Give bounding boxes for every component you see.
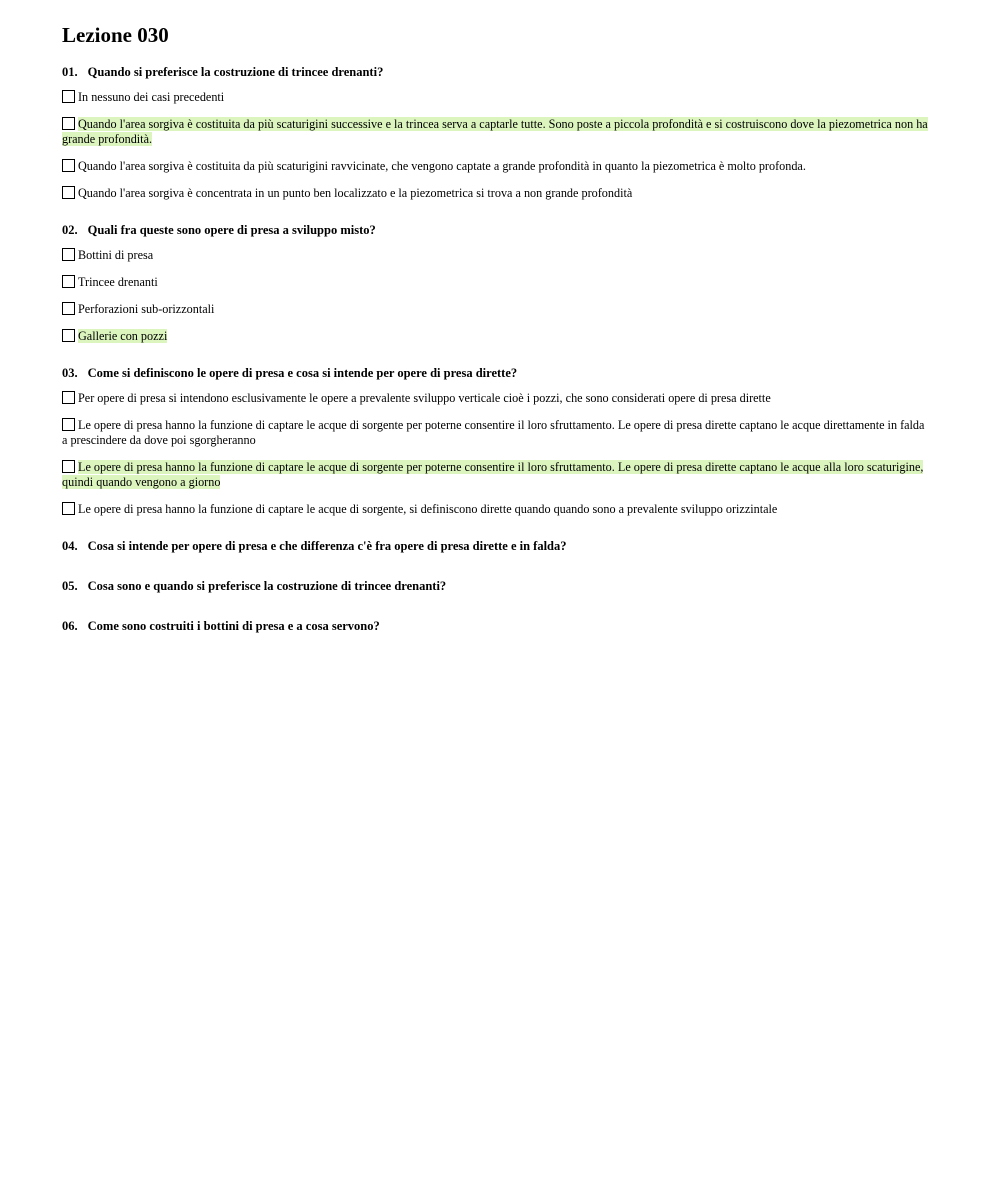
answer-options (62, 248, 932, 344)
answer-option-correct (62, 117, 932, 147)
question-02 (62, 222, 932, 344)
answer-checkbox[interactable] (62, 391, 75, 404)
question-heading (62, 538, 932, 554)
answer-option-correct (62, 460, 932, 490)
answer-option (62, 302, 932, 317)
question-text: Cosa si intende per opere di presa e che differenza c'è fra opere di presa dirette e in falda? (87, 539, 567, 553)
answer-checkbox[interactable] (62, 248, 75, 261)
answer-option-correct (62, 329, 932, 344)
question-number: 04. (62, 539, 78, 553)
question-text: Quando si preferisce la costruzione di trincee drenanti? (87, 65, 384, 79)
answer-checkbox[interactable] (62, 275, 75, 288)
question-heading (62, 578, 932, 594)
answer-option (62, 90, 932, 105)
answer-options (62, 90, 932, 201)
question-number: 02. (62, 223, 78, 237)
question-text: Come sono costruiti i bottini di presa e a cosa servono? (87, 619, 380, 633)
page-title: Lezione 030 (62, 23, 169, 47)
answer-text: Quando l'area sorgiva è costituita da più scaturigini ravvicinate, che vengono captate a grande profondità in quanto la piezometrica è molto profonda. (78, 159, 806, 173)
question-text: Cosa sono e quando si preferisce la costruzione di trincee drenanti? (87, 579, 447, 593)
question-05 (62, 578, 932, 594)
question-number: 03. (62, 366, 78, 380)
answer-option (62, 275, 932, 290)
answer-option (62, 248, 932, 263)
question-heading (62, 222, 932, 238)
answer-option (62, 159, 932, 174)
answer-text-highlighted: Le opere di presa hanno la funzione di captare le acque di sorgente per poterne consentire il loro sfruttamento. Le opere di presa dirette captano le acque alla loro scaturigine, quindi quando vengono a giorno (62, 460, 924, 489)
answer-checkbox[interactable] (62, 329, 75, 342)
question-heading (62, 365, 932, 381)
question-text: Quali fra queste sono opere di presa a sviluppo misto? (87, 223, 376, 237)
question-01 (62, 64, 932, 201)
question-heading (62, 64, 932, 80)
question-03 (62, 365, 932, 517)
answer-options (62, 391, 932, 517)
document-page (62, 22, 932, 658)
answer-checkbox[interactable] (62, 117, 75, 130)
answer-checkbox[interactable] (62, 418, 75, 431)
answer-text: Perforazioni sub-orizzontali (78, 302, 215, 316)
answer-checkbox[interactable] (62, 502, 75, 515)
answer-text: Le opere di presa hanno la funzione di captare le acque di sorgente, si definiscono dirette quando quando sono a prevalente sviluppo orizzintale (78, 502, 778, 516)
answer-text: Per opere di presa si intendono esclusivamente le opere a prevalente sviluppo verticale cioè i pozzi, che sono considerati opere di presa dirette (78, 391, 771, 405)
answer-option (62, 186, 932, 201)
answer-text: Trincee drenanti (78, 275, 158, 289)
answer-text: In nessuno dei casi precedenti (78, 90, 225, 104)
answer-text: Le opere di presa hanno la funzione di captare le acque di sorgente per poterne consentire il loro sfruttamento. Le opere di presa dirette captano le acque direttamente in falda a prescindere da dove poi sgorgheranno (62, 418, 925, 447)
question-number: 01. (62, 65, 78, 79)
answer-text: Bottini di presa (78, 248, 154, 262)
answer-option (62, 418, 932, 448)
question-number: 05. (62, 579, 78, 593)
answer-checkbox[interactable] (62, 186, 75, 199)
answer-text-highlighted: Gallerie con pozzi (78, 329, 168, 343)
answer-text: Quando l'area sorgiva è concentrata in un punto ben localizzato e la piezometrica si trova a non grande profondità (78, 186, 633, 200)
answer-checkbox[interactable] (62, 302, 75, 315)
question-text: Come si definiscono le opere di presa e cosa si intende per opere di presa dirette? (87, 366, 518, 380)
answer-option (62, 502, 932, 517)
answer-checkbox[interactable] (62, 460, 75, 473)
question-heading (62, 618, 932, 634)
question-number: 06. (62, 619, 78, 633)
answer-text-highlighted: Quando l'area sorgiva è costituita da più scaturigini successive e la trincea serva a captarle tutte. Sono poste a piccola profondità e si costruiscono dove la piezometrica non ha grande profondità. (62, 117, 928, 146)
answer-checkbox[interactable] (62, 159, 75, 172)
question-06 (62, 618, 932, 634)
answer-checkbox[interactable] (62, 90, 75, 103)
answer-option (62, 391, 932, 406)
question-04 (62, 538, 932, 554)
